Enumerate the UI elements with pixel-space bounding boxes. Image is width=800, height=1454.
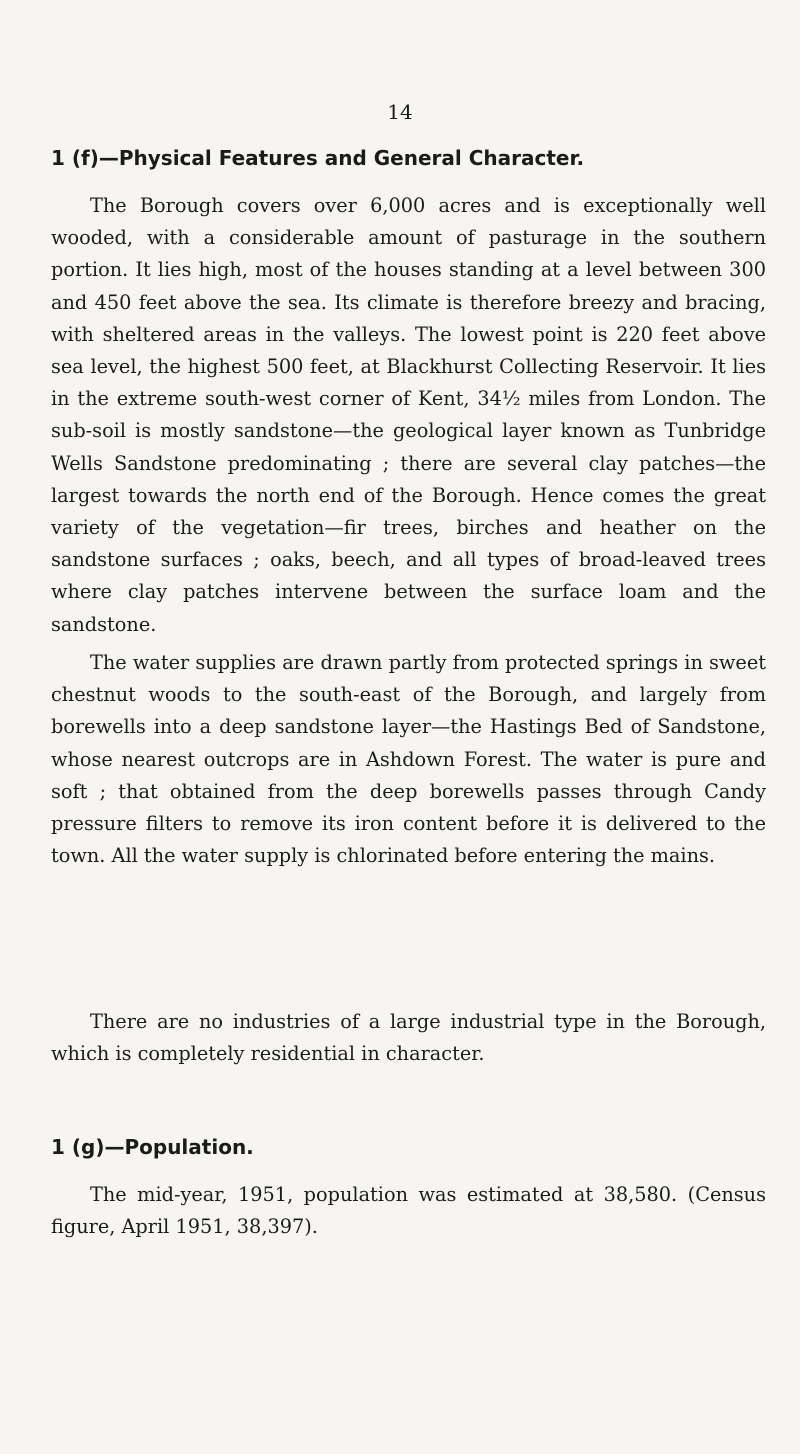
- section-heading-population: 1 (g)—Population.: [51, 1135, 254, 1159]
- section-heading-physical-features: 1 (f)—Physical Features and General Character.: [51, 146, 585, 170]
- page-number: 14: [387, 100, 413, 124]
- paragraph-industries: There are no industries of a large industrial type in the Borough, which is completely residential in character.: [51, 1010, 766, 1066]
- paragraph-physical-features: The Borough covers over 6,000 acres and is exceptionally well wooded, with a considerable amount of pasturage in the southern portion. It lies high, most of the houses standing at a level between 300 and 450 feet above the sea. Its climate is therefore breezy and bracing, with sheltered areas in the valleys. The lowest point is 220 feet above sea level, the highest 500 feet, at Blackhurst Collecting Reservoir. It lies in the extreme south-west corner of Kent, 34½ miles from London. The sub-soil is mostly sandstone—the geological layer known as Tunbridge Wells Sandstone predominating ; there are several clay patches—the largest towards the north end of the Borough. Hence comes the great variety of the vegetation—fir trees, birches and heather on the sandstone surfaces ; oaks, beech, and all types of broad-leaved trees where clay patches intervene between the surface loam and the sandstone.: [51, 194, 766, 636]
- paragraph-water-supplies: The water supplies are drawn partly from protected springs in sweet chestnut woods to the south-east of the Borough, and largely from borewells into a deep sandstone layer—the Hastings Bed of Sandstone, whose nearest outcrops are in Ashdown Forest. The water is pure and soft ; that obtained from the deep borewells passes through Candy pressure filters to remove its iron content before it is delivered to the town. All the water supply is chlorinated before entering the mains.: [51, 651, 766, 868]
- paragraph-population: The mid-year, 1951, population was estimated at 38,580. (Census figure, April 1951, 38,397).: [51, 1183, 766, 1239]
